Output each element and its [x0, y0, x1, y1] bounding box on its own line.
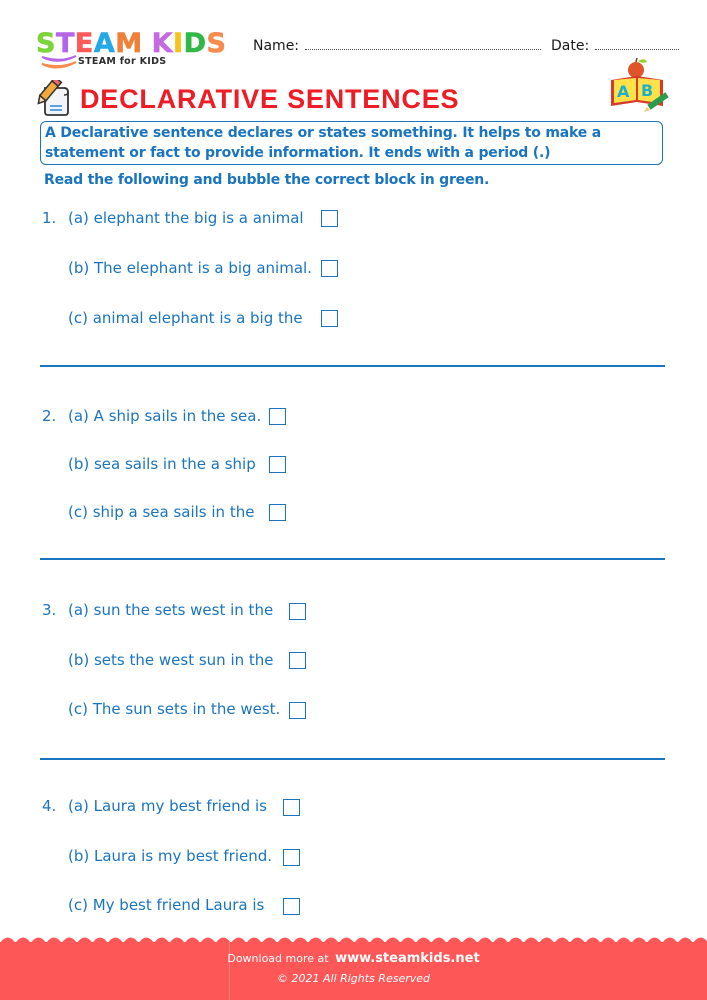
option-text: (c) ship a sea sails in the [68, 503, 255, 521]
answer-checkbox-4a[interactable] [283, 799, 300, 816]
answer-checkbox-3a[interactable] [289, 603, 306, 620]
date-blank-line[interactable] [595, 38, 679, 50]
option-text: (a) sun the sets west in the [68, 601, 274, 619]
logo-letter: D [183, 28, 207, 59]
date-field[interactable] [551, 38, 679, 54]
logo-letter: S [36, 28, 56, 59]
name-label: Name: [253, 38, 300, 54]
name-blank-line[interactable] [305, 38, 541, 50]
section-divider [40, 558, 665, 560]
logo-letter: K [151, 28, 174, 59]
logo-subtitle: STEAM for KIDS [78, 56, 167, 67]
option-3a[interactable] [68, 601, 273, 619]
question-number: 4. [42, 797, 57, 815]
logo-letter: I [173, 28, 184, 59]
answer-checkbox-1c[interactable] [321, 310, 338, 327]
pencil-scroll-icon [36, 80, 74, 118]
answer-checkbox-2a[interactable] [269, 408, 286, 425]
logo-space [143, 30, 152, 58]
question-number: 2. [42, 407, 57, 425]
logo-letter: T [55, 28, 75, 59]
answer-checkbox-4b[interactable] [283, 849, 300, 866]
option-text: (c) The sun sets in the west. [68, 700, 281, 718]
footer-download-line [0, 951, 707, 966]
answer-checkbox-2b[interactable] [269, 456, 286, 473]
option-text: (c) animal elephant is a big the [68, 309, 303, 327]
footer-website-link[interactable]: www.steamkids.net [335, 951, 480, 966]
option-text: (a) Laura my best friend is [68, 797, 267, 815]
logo-letter: E [74, 28, 94, 59]
definition-box: A Declarative sentence declares or states something. It helps to make a statement or fact to provide information. It ends with a period (.) [40, 121, 663, 165]
date-label: Date: [551, 38, 590, 54]
option-text: (a) A ship sails in the sea. [68, 407, 262, 425]
logo-letter: A [93, 28, 116, 59]
answer-checkbox-1b[interactable] [321, 260, 338, 277]
option-text: (b) Laura is my best friend. [68, 847, 273, 865]
steam-kids-logo [36, 30, 236, 74]
option-text: (a) elephant the big is a animal [68, 209, 304, 227]
option-4a[interactable] [68, 797, 267, 815]
answer-checkbox-3b[interactable] [289, 652, 306, 669]
option-2b[interactable] [68, 455, 256, 473]
option-text: (b) The elephant is a big animal. [68, 259, 312, 277]
svg-text:A: A [617, 82, 630, 101]
question-number: 1. [42, 209, 57, 227]
answer-checkbox-4c[interactable] [283, 898, 300, 915]
option-4b[interactable] [68, 847, 272, 865]
option-text: (b) sets the west sun in the [68, 651, 274, 669]
section-divider [40, 758, 665, 760]
option-text: (c) My best friend Laura is [68, 896, 265, 914]
page-title: DECLARATIVE SENTENCES [80, 84, 460, 114]
option-2a[interactable] [68, 407, 261, 425]
option-4c[interactable] [68, 896, 264, 914]
answer-checkbox-1a[interactable] [321, 210, 338, 227]
option-1a[interactable] [68, 209, 304, 227]
answer-checkbox-3c[interactable] [289, 702, 306, 719]
logo-swoosh-icon [40, 54, 80, 72]
option-3b[interactable] [68, 651, 274, 669]
logo-letter: S [206, 28, 227, 59]
abc-book-apple-icon [603, 58, 673, 114]
logo-letter: M [115, 28, 143, 59]
instruction-text: Read the following and bubble the correct block in green. [44, 172, 490, 188]
option-1c[interactable] [68, 309, 303, 327]
option-1b[interactable] [68, 259, 312, 277]
option-text: (b) sea sails in the a ship [68, 455, 256, 473]
answer-checkbox-2c[interactable] [269, 504, 286, 521]
footer-download-prefix: Download more at [227, 952, 329, 965]
option-2c[interactable] [68, 503, 254, 521]
svg-text:B: B [641, 81, 654, 100]
option-3c[interactable] [68, 700, 280, 718]
question-number: 3. [42, 601, 57, 619]
section-divider [40, 365, 665, 367]
footer-copyright: © 2021 All Rights Reserved [276, 972, 430, 985]
name-field[interactable] [253, 38, 541, 54]
